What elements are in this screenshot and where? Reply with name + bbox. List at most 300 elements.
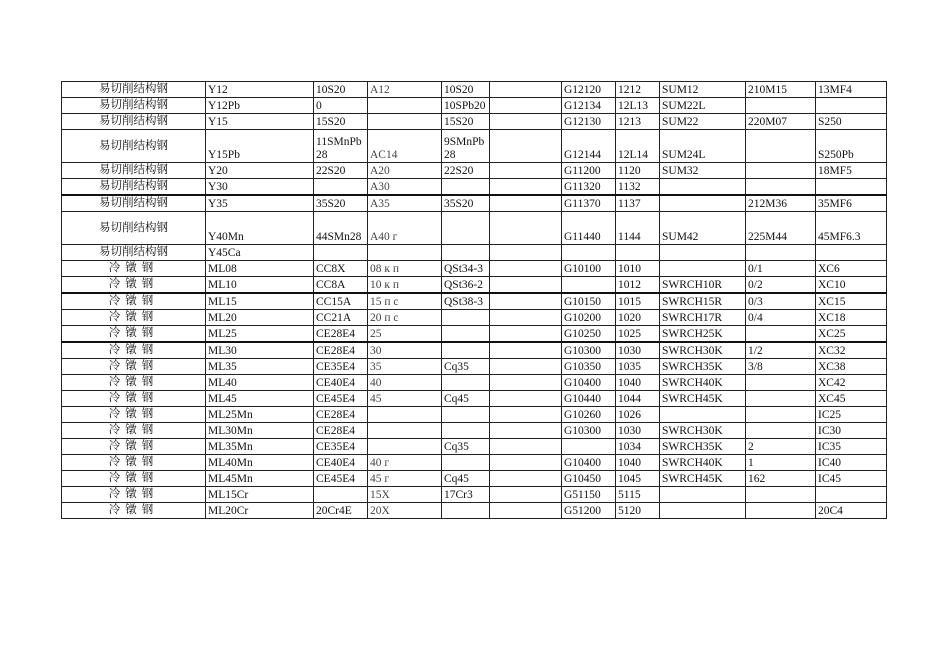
equivalent-grade-cell: CE28E4: [314, 423, 368, 439]
cn-grade-cell: ML30: [206, 342, 314, 359]
equivalent-grade-cell: [490, 423, 562, 439]
cn-grade-cell: ML40: [206, 375, 314, 391]
table-row: [62, 163, 887, 179]
equivalent-grade-cell: SWRCH30K: [660, 423, 746, 439]
equivalent-grade-cell: 12L13: [616, 98, 660, 114]
cn-grade-cell: ML35Mn: [206, 439, 314, 455]
equivalent-grade-cell: 5115: [616, 487, 660, 503]
equivalent-grade-cell: SWRCH30K: [660, 342, 746, 359]
equivalent-grade-cell: SWRCH40K: [660, 455, 746, 471]
equivalent-grade-cell: SWRCH35K: [660, 359, 746, 375]
equivalent-grade-cell: [660, 487, 746, 503]
table-row: [62, 98, 887, 114]
table-row: [62, 487, 887, 503]
equivalent-grade-cell: CE45E4: [314, 471, 368, 487]
cn-grade-cell: Y15: [206, 114, 314, 130]
equivalent-grade-cell: 15 п с: [368, 293, 442, 310]
equivalent-grade-cell: 1044: [616, 391, 660, 407]
equivalent-grade-cell: [746, 503, 816, 519]
equivalent-grade-cell: 0/3: [746, 293, 816, 310]
equivalent-grade-cell: [746, 423, 816, 439]
equivalent-grade-cell: 1144: [616, 212, 660, 245]
equivalent-grade-cell: [816, 487, 887, 503]
steel-category-cell: 冷镦钢: [62, 391, 206, 407]
cn-grade-cell: Y30: [206, 179, 314, 196]
equivalent-grade-cell: 1034: [616, 439, 660, 455]
table-row: [62, 439, 887, 455]
equivalent-grade-cell: 20Cr4E: [314, 503, 368, 519]
equivalent-grade-cell: CE28E4: [314, 326, 368, 343]
equivalent-grade-cell: 40: [368, 375, 442, 391]
equivalent-grade-cell: [368, 423, 442, 439]
equivalent-grade-cell: CE35E4: [314, 439, 368, 455]
table-row: [62, 455, 887, 471]
equivalent-grade-cell: CE40E4: [314, 375, 368, 391]
equivalent-grade-cell: Cq35: [442, 359, 490, 375]
equivalent-grade-cell: SWRCH25K: [660, 326, 746, 343]
table-body: [62, 82, 887, 519]
equivalent-grade-cell: [490, 439, 562, 455]
cn-grade-cell: ML25: [206, 326, 314, 343]
equivalent-grade-cell: G10260: [562, 407, 616, 423]
equivalent-grade-cell: CC15A: [314, 293, 368, 310]
equivalent-grade-cell: SUM22L: [660, 98, 746, 114]
equivalent-grade-cell: [490, 245, 562, 261]
steel-category-cell: 易切削结构钢: [62, 163, 206, 179]
equivalent-grade-cell: Cq45: [442, 471, 490, 487]
cn-grade-cell: ML10: [206, 277, 314, 294]
equivalent-grade-cell: [746, 326, 816, 343]
equivalent-grade-cell: SWRCH45K: [660, 391, 746, 407]
equivalent-grade-cell: [490, 163, 562, 179]
equivalent-grade-cell: 25: [368, 326, 442, 343]
table-row: [62, 407, 887, 423]
table-row: [62, 471, 887, 487]
equivalent-grade-cell: [490, 114, 562, 130]
equivalent-grade-cell: 45 г: [368, 471, 442, 487]
equivalent-grade-cell: [442, 179, 490, 196]
equivalent-grade-cell: [442, 375, 490, 391]
steel-category-cell: 冷镦钢: [62, 423, 206, 439]
equivalent-grade-cell: 1012: [616, 277, 660, 294]
equivalent-grade-cell: [660, 179, 746, 196]
equivalent-grade-cell: [746, 163, 816, 179]
equivalent-grade-cell: 15S20: [314, 114, 368, 130]
steel-category-cell: 冷镦钢: [62, 293, 206, 310]
equivalent-grade-cell: 35MF6: [816, 195, 887, 212]
equivalent-grade-cell: A30: [368, 179, 442, 196]
equivalent-grade-cell: G10450: [562, 471, 616, 487]
equivalent-grade-cell: [314, 179, 368, 196]
equivalent-grade-cell: XC10: [816, 277, 887, 294]
equivalent-grade-cell: G12130: [562, 114, 616, 130]
equivalent-grade-cell: 40 г: [368, 455, 442, 471]
equivalent-grade-cell: [442, 407, 490, 423]
cn-grade-cell: ML15Cr: [206, 487, 314, 503]
equivalent-grade-cell: SWRCH10R: [660, 277, 746, 294]
equivalent-grade-cell: 1030: [616, 342, 660, 359]
cn-grade-cell: Y12: [206, 82, 314, 98]
table-row: [62, 212, 887, 245]
equivalent-grade-cell: SWRCH40K: [660, 375, 746, 391]
cn-grade-cell: Y20: [206, 163, 314, 179]
equivalent-grade-cell: [490, 195, 562, 212]
equivalent-grade-cell: [746, 375, 816, 391]
equivalent-grade-cell: 13MF4: [816, 82, 887, 98]
equivalent-grade-cell: [490, 326, 562, 343]
equivalent-grade-cell: 0/4: [746, 310, 816, 326]
equivalent-grade-cell: [490, 212, 562, 245]
steel-category-cell: 易切削结构钢: [62, 195, 206, 212]
table-row: [62, 179, 887, 196]
equivalent-grade-cell: [490, 82, 562, 98]
equivalent-grade-cell: 35S20: [442, 195, 490, 212]
equivalent-grade-cell: [442, 326, 490, 343]
equivalent-grade-cell: 0/1: [746, 261, 816, 277]
equivalent-grade-cell: 22S20: [314, 163, 368, 179]
equivalent-grade-cell: [562, 439, 616, 455]
equivalent-grade-cell: 20 п с: [368, 310, 442, 326]
equivalent-grade-cell: 210M15: [746, 82, 816, 98]
equivalent-grade-cell: CC8A: [314, 277, 368, 294]
cn-grade-cell: Y45Ca: [206, 245, 314, 261]
equivalent-grade-cell: A40 г: [368, 212, 442, 245]
equivalent-grade-cell: [660, 407, 746, 423]
equivalent-grade-cell: CE40E4: [314, 455, 368, 471]
equivalent-grade-cell: 1/2: [746, 342, 816, 359]
cn-grade-cell: ML20: [206, 310, 314, 326]
equivalent-grade-cell: [490, 471, 562, 487]
equivalent-grade-cell: [562, 277, 616, 294]
equivalent-grade-cell: [442, 423, 490, 439]
table-row: [62, 277, 887, 294]
equivalent-grade-cell: 1213: [616, 114, 660, 130]
steel-category-cell: 冷镦钢: [62, 342, 206, 359]
equivalent-grade-cell: XC15: [816, 293, 887, 310]
equivalent-grade-cell: 35: [368, 359, 442, 375]
steel-category-cell: 易切削结构钢: [62, 179, 206, 196]
table-row: [62, 359, 887, 375]
equivalent-grade-cell: SUM24L: [660, 130, 746, 163]
equivalent-grade-cell: [442, 342, 490, 359]
equivalent-grade-cell: [368, 439, 442, 455]
equivalent-grade-cell: [660, 503, 746, 519]
steel-category-cell: 冷镦钢: [62, 310, 206, 326]
equivalent-grade-cell: CC21A: [314, 310, 368, 326]
equivalent-grade-cell: XC6: [816, 261, 887, 277]
equivalent-grade-cell: G10150: [562, 293, 616, 310]
steel-category-cell: 冷镦钢: [62, 471, 206, 487]
equivalent-grade-cell: [746, 98, 816, 114]
equivalent-grade-cell: SWRCH45K: [660, 471, 746, 487]
equivalent-grade-cell: 3/8: [746, 359, 816, 375]
equivalent-grade-cell: S250Pb: [816, 130, 887, 163]
equivalent-grade-cell: 0/2: [746, 277, 816, 294]
equivalent-grade-cell: SUM22: [660, 114, 746, 130]
equivalent-grade-cell: 1137: [616, 195, 660, 212]
equivalent-grade-cell: [490, 407, 562, 423]
equivalent-grade-cell: [490, 179, 562, 196]
equivalent-grade-cell: G12144: [562, 130, 616, 163]
equivalent-grade-cell: QSt38-3: [442, 293, 490, 310]
equivalent-grade-cell: [490, 359, 562, 375]
cn-grade-cell: Y15Pb: [206, 130, 314, 163]
equivalent-grade-cell: XC45: [816, 391, 887, 407]
equivalent-grade-cell: 1026: [616, 407, 660, 423]
equivalent-grade-cell: 1: [746, 455, 816, 471]
table-row: [62, 375, 887, 391]
equivalent-grade-cell: CE35E4: [314, 359, 368, 375]
steel-category-cell: 冷镦钢: [62, 439, 206, 455]
equivalent-grade-cell: CE45E4: [314, 391, 368, 407]
equivalent-grade-cell: G10300: [562, 423, 616, 439]
equivalent-grade-cell: 9SMnPb28: [442, 130, 490, 163]
equivalent-grade-cell: 12L14: [616, 130, 660, 163]
equivalent-grade-cell: 35S20: [314, 195, 368, 212]
steel-category-cell: 冷镦钢: [62, 503, 206, 519]
equivalent-grade-cell: [562, 245, 616, 261]
equivalent-grade-cell: G10250: [562, 326, 616, 343]
equivalent-grade-cell: G12134: [562, 98, 616, 114]
equivalent-grade-cell: [314, 245, 368, 261]
table-row: [62, 261, 887, 277]
equivalent-grade-cell: [490, 310, 562, 326]
equivalent-grade-cell: 1040: [616, 375, 660, 391]
equivalent-grade-cell: [490, 503, 562, 519]
equivalent-grade-cell: CE28E4: [314, 342, 368, 359]
steel-category-cell: 易切削结构钢: [62, 114, 206, 130]
equivalent-grade-cell: 1120: [616, 163, 660, 179]
steel-category-cell: 冷镦钢: [62, 261, 206, 277]
equivalent-grade-cell: [490, 391, 562, 407]
equivalent-grade-cell: XC25: [816, 326, 887, 343]
table-row: [62, 503, 887, 519]
cn-grade-cell: ML25Mn: [206, 407, 314, 423]
equivalent-grade-cell: 15X: [368, 487, 442, 503]
steel-category-cell: 易切削结构钢: [62, 245, 206, 261]
equivalent-grade-cell: 15S20: [442, 114, 490, 130]
table-row: [62, 342, 887, 359]
equivalent-grade-cell: 1030: [616, 423, 660, 439]
equivalent-grade-cell: Cq45: [442, 391, 490, 407]
steel-category-cell: 冷镦钢: [62, 277, 206, 294]
equivalent-grade-cell: 162: [746, 471, 816, 487]
equivalent-grade-cell: G10440: [562, 391, 616, 407]
equivalent-grade-cell: CC8X: [314, 261, 368, 277]
equivalent-grade-cell: 1025: [616, 326, 660, 343]
equivalent-grade-cell: [490, 375, 562, 391]
equivalent-grade-cell: G10300: [562, 342, 616, 359]
equivalent-grade-cell: [816, 179, 887, 196]
equivalent-grade-cell: [314, 487, 368, 503]
equivalent-grade-cell: 10 к п: [368, 277, 442, 294]
equivalent-grade-cell: 11SMnPb28: [314, 130, 368, 163]
equivalent-grade-cell: XC32: [816, 342, 887, 359]
equivalent-grade-cell: S250: [816, 114, 887, 130]
equivalent-grade-cell: 44SMn28: [314, 212, 368, 245]
steel-category-cell: 冷镦钢: [62, 375, 206, 391]
equivalent-grade-cell: [490, 455, 562, 471]
equivalent-grade-cell: 18MF5: [816, 163, 887, 179]
table-row: [62, 245, 887, 261]
equivalent-grade-cell: IC45: [816, 471, 887, 487]
equivalent-grade-cell: G11370: [562, 195, 616, 212]
table-row: [62, 310, 887, 326]
equivalent-grade-cell: G10400: [562, 455, 616, 471]
steel-grade-comparison-table: [61, 81, 887, 519]
table-row: [62, 114, 887, 130]
steel-category-cell: 易切削结构钢: [62, 130, 206, 163]
cn-grade-cell: ML15: [206, 293, 314, 310]
equivalent-grade-cell: 2: [746, 439, 816, 455]
equivalent-grade-cell: A12: [368, 82, 442, 98]
steel-category-cell: 冷镦钢: [62, 487, 206, 503]
equivalent-grade-cell: SUM42: [660, 212, 746, 245]
equivalent-grade-cell: [490, 130, 562, 163]
equivalent-grade-cell: 0: [314, 98, 368, 114]
equivalent-grade-cell: G10100: [562, 261, 616, 277]
equivalent-grade-cell: [746, 391, 816, 407]
table-row: [62, 195, 887, 212]
cn-grade-cell: ML20Cr: [206, 503, 314, 519]
equivalent-grade-cell: 1212: [616, 82, 660, 98]
equivalent-grade-cell: IC30: [816, 423, 887, 439]
equivalent-grade-cell: SWRCH17R: [660, 310, 746, 326]
equivalent-grade-cell: 225M44: [746, 212, 816, 245]
equivalent-grade-cell: [816, 98, 887, 114]
equivalent-grade-cell: 212M36: [746, 195, 816, 212]
equivalent-grade-cell: 30: [368, 342, 442, 359]
equivalent-grade-cell: [490, 487, 562, 503]
equivalent-grade-cell: [660, 195, 746, 212]
steel-category-cell: 冷镦钢: [62, 326, 206, 343]
equivalent-grade-cell: [442, 455, 490, 471]
equivalent-grade-cell: 17Cr3: [442, 487, 490, 503]
equivalent-grade-cell: [368, 245, 442, 261]
equivalent-grade-cell: G11440: [562, 212, 616, 245]
equivalent-grade-cell: 1045: [616, 471, 660, 487]
equivalent-grade-cell: [746, 245, 816, 261]
equivalent-grade-cell: 45MF6.3: [816, 212, 887, 245]
equivalent-grade-cell: [660, 261, 746, 277]
cn-grade-cell: ML45Mn: [206, 471, 314, 487]
equivalent-grade-cell: SWRCH35K: [660, 439, 746, 455]
table-row: [62, 130, 887, 163]
equivalent-grade-cell: [490, 293, 562, 310]
equivalent-grade-cell: G12120: [562, 82, 616, 98]
equivalent-grade-cell: QSt36-2: [442, 277, 490, 294]
equivalent-grade-cell: 22S20: [442, 163, 490, 179]
equivalent-grade-cell: SUM12: [660, 82, 746, 98]
cn-grade-cell: Y40Mn: [206, 212, 314, 245]
equivalent-grade-cell: G51150: [562, 487, 616, 503]
equivalent-grade-cell: [368, 98, 442, 114]
equivalent-grade-cell: 10SPb20: [442, 98, 490, 114]
table-row: [62, 82, 887, 98]
equivalent-grade-cell: G51200: [562, 503, 616, 519]
steel-category-cell: 冷镦钢: [62, 359, 206, 375]
equivalent-grade-cell: IC35: [816, 439, 887, 455]
equivalent-grade-cell: 20X: [368, 503, 442, 519]
equivalent-grade-cell: G11200: [562, 163, 616, 179]
equivalent-grade-cell: [616, 245, 660, 261]
equivalent-grade-cell: G11320: [562, 179, 616, 196]
cn-grade-cell: ML45: [206, 391, 314, 407]
cn-grade-cell: ML40Mn: [206, 455, 314, 471]
equivalent-grade-cell: 10S20: [442, 82, 490, 98]
equivalent-grade-cell: XC18: [816, 310, 887, 326]
table-row: [62, 326, 887, 343]
equivalent-grade-cell: XC42: [816, 375, 887, 391]
equivalent-grade-cell: [368, 407, 442, 423]
equivalent-grade-cell: [746, 130, 816, 163]
steel-category-cell: 冷镦钢: [62, 407, 206, 423]
equivalent-grade-cell: SWRCH15R: [660, 293, 746, 310]
equivalent-grade-cell: G10350: [562, 359, 616, 375]
cn-grade-cell: Y12Pb: [206, 98, 314, 114]
table-row: [62, 391, 887, 407]
steel-category-cell: 冷镦钢: [62, 455, 206, 471]
equivalent-grade-cell: G10200: [562, 310, 616, 326]
equivalent-grade-cell: A20: [368, 163, 442, 179]
equivalent-grade-cell: [368, 114, 442, 130]
equivalent-grade-cell: AC14: [368, 130, 442, 163]
steel-category-cell: 易切削结构钢: [62, 82, 206, 98]
equivalent-grade-cell: IC25: [816, 407, 887, 423]
equivalent-grade-cell: [490, 277, 562, 294]
equivalent-grade-cell: IC40: [816, 455, 887, 471]
equivalent-grade-cell: SUM32: [660, 163, 746, 179]
equivalent-grade-cell: 5120: [616, 503, 660, 519]
equivalent-grade-cell: 45: [368, 391, 442, 407]
steel-category-cell: 易切削结构钢: [62, 212, 206, 245]
table-row: [62, 423, 887, 439]
equivalent-grade-cell: 1132: [616, 179, 660, 196]
cn-grade-cell: ML30Mn: [206, 423, 314, 439]
equivalent-grade-cell: 1040: [616, 455, 660, 471]
equivalent-grade-cell: [442, 310, 490, 326]
cn-grade-cell: ML08: [206, 261, 314, 277]
equivalent-grade-cell: [490, 261, 562, 277]
equivalent-grade-cell: [660, 245, 746, 261]
equivalent-grade-cell: [490, 98, 562, 114]
cn-grade-cell: ML35: [206, 359, 314, 375]
equivalent-grade-cell: 1035: [616, 359, 660, 375]
equivalent-grade-cell: 1015: [616, 293, 660, 310]
equivalent-grade-cell: [442, 503, 490, 519]
cn-grade-cell: Y35: [206, 195, 314, 212]
equivalent-grade-cell: 10S20: [314, 82, 368, 98]
equivalent-grade-cell: [816, 245, 887, 261]
table-row: [62, 293, 887, 310]
equivalent-grade-cell: [490, 342, 562, 359]
equivalent-grade-cell: [442, 245, 490, 261]
equivalent-grade-cell: CE28E4: [314, 407, 368, 423]
equivalent-grade-cell: QSt34-3: [442, 261, 490, 277]
equivalent-grade-cell: Cq35: [442, 439, 490, 455]
equivalent-grade-cell: 220M07: [746, 114, 816, 130]
equivalent-grade-cell: 08 к п: [368, 261, 442, 277]
equivalent-grade-cell: 1010: [616, 261, 660, 277]
steel-category-cell: 易切削结构钢: [62, 98, 206, 114]
equivalent-grade-cell: [442, 212, 490, 245]
equivalent-grade-cell: A35: [368, 195, 442, 212]
equivalent-grade-cell: [746, 179, 816, 196]
equivalent-grade-cell: XC38: [816, 359, 887, 375]
equivalent-grade-cell: [746, 487, 816, 503]
equivalent-grade-cell: [746, 407, 816, 423]
equivalent-grade-cell: 20C4: [816, 503, 887, 519]
